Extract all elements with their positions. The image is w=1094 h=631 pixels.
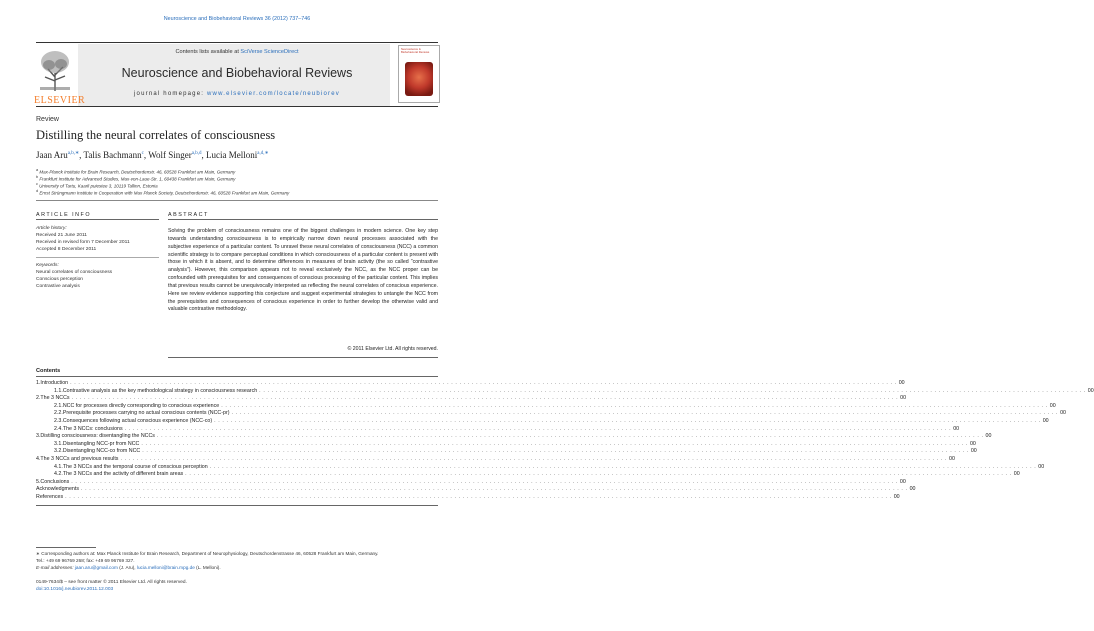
- toc-page-number: 00: [1049, 402, 1056, 409]
- keywords-label: Keywords:: [36, 263, 59, 268]
- sciencedirect-link[interactable]: SciVerse ScienceDirect: [240, 49, 299, 55]
- author-name: Wolf Singer: [148, 150, 192, 160]
- toc-title: Disentangling NCC-co from NCC: [62, 448, 141, 455]
- author-list: Jaan Aru$^{a,b,∗}$, Talis Bachmann$^c$, Wolf Singer$^{a,b,d}$, Lucia Melloni$^{a,d,∗}$: [36, 150, 269, 160]
- author-affiliation-marker[interactable]: c: [141, 151, 144, 156]
- affiliation-text: Ernst Strüngmann Institute in Cooperation with Max Planck Society, Deutschordenstr. 46, 60528 Frankfurt am Main, Germany: [39, 190, 290, 196]
- toc-number: 2.1.: [54, 402, 63, 409]
- email-link[interactable]: lucia.melloni@brain.mpg.de: [136, 565, 195, 570]
- toc-page-number: 00: [985, 433, 992, 440]
- article-info-heading: ARTICLE INFO: [36, 212, 92, 218]
- email-owner: (L. Melloni).: [194, 565, 221, 570]
- toc-page-number: 00: [899, 478, 906, 485]
- toc-leader-dots: . . . . . . . . . . . . . . . . . . . . . . . . . . . . . . . . . . . . . . . . . . . . . . . . . . . . . . . . . . . . . . . . . . . . . . . . . . . . . . . . . . . . . . . . . . . . . . . . . . . . . . . . . . . . . . . . . . . . . . . . . . . . . . . . . . . . . . . . . . . . . . . . . . . . . . . . . . . . . . . . . . . . . . . . . . . . . . . . . . . . . . . . . . . . . . . . . . . . . . . .: [156, 433, 984, 440]
- email-owner: (J. Aru),: [117, 565, 137, 570]
- toc-title: Prerequisite processes carrying no actual conscious contents (NCC-pr): [62, 410, 230, 417]
- running-head: Neuroscience and Biobehavioral Reviews 36 (2012) 737–746: [163, 16, 311, 22]
- article-info-rule: [36, 219, 159, 220]
- abstract-copyright: © 2011 Elsevier Ltd. All rights reserved.: [347, 346, 438, 352]
- toc-title: Disentangling NCC-pr from NCC: [62, 440, 140, 447]
- toc-number: 4.: [36, 456, 41, 462]
- toc-entry[interactable]: [36, 494, 900, 502]
- affiliation: [36, 168, 235, 175]
- journal-homepage: [0, 91, 474, 97]
- author-name: Talis Bachmann: [83, 150, 142, 160]
- issn-line: 0149-7634/$ – see front matter © 2011 Elsevier Ltd. All rights reserved.: [36, 580, 187, 585]
- toc-page-number: 00: [898, 380, 905, 386]
- header-divider: [36, 200, 438, 201]
- toc-leader-dots: . . . . . . . . . . . . . . . . . . . . . . . . . . . . . . . . . . . . . . . . . . . . . . . . . . . . . . . . . . . . . . . . . . . . . . . . . . . . . . . . . . . . . . . . . . . . . . . . . . . . . . . . . . . . . . . . . . . . . . . . . . . . . . . . . . . . . . . . . . . . . . . . . . . . . . . . . . . . . . . . . . . . . . . . . . . . . . . . . . . . . . . . . . . . . . . . . . . . . . . .: [231, 410, 1059, 417]
- affiliation-text: Frankfurt Institute for Advanced Studies, Max-von-Laue-Str. 1, 60438 Frankfurt am Main, Germany: [39, 176, 236, 182]
- homepage-link[interactable]: www.elsevier.com/locate/neubiorev: [207, 91, 340, 97]
- toc-leader-dots: . . . . . . . . . . . . . . . . . . . . . . . . . . . . . . . . . . . . . . . . . . . . . . . . . . . . . . . . . . . . . . . . . . . . . . . . . . . . . . . . . . . . . . . . . . . . . . . . . . . . . . . . . . . . . . . . . . . . . . . . . . . . . . . . . . . . . . . . . . . . . . . . . . . . . . . . . . . . . . . . . . . . . . . . . . . . . . . . . . . . . . . . . . . . . . . . . . . . . . . .: [70, 380, 897, 386]
- toc-title: Acknowledgments: [36, 486, 79, 493]
- toc-leader-dots: . . . . . . . . . . . . . . . . . . . . . . . . . . . . . . . . . . . . . . . . . . . . . . . . . . . . . . . . . . . . . . . . . . . . . . . . . . . . . . . . . . . . . . . . . . . . . . . . . . . . . . . . . . . . . . . . . . . . . . . . . . . . . . . . . . . . . . . . . . . . . . . . . . . . . . . . . . . . . . . . . . . . . . . . . . . . . . . . . . . . . . . . . . . . . . . . . . . . . . . .: [124, 425, 952, 432]
- journal-title: Neuroscience and Biobehavioral Reviews: [121, 66, 353, 80]
- author-affiliation-marker[interactable]: a,b,∗: [67, 151, 80, 156]
- toc-title: The 3 NCCs: conclusions: [62, 425, 123, 432]
- toc-number: 2.: [36, 395, 41, 402]
- affiliation: [36, 182, 158, 189]
- email-note: [36, 565, 221, 570]
- toc-title: References: [36, 494, 64, 500]
- homepage-prefix: journal homepage:: [134, 91, 207, 97]
- abstract-text: Solving the problem of consciousness remains one of the biggest challenges in modern science. One key step towards understanding consciousness is to empirically narrow down neural processes associated with the subjective experience of a particular content. To unravel these neural correlates of consciousness (NCC) a common scientific strategy is to compare perceptual conditions in which consciousness of a particular content is present with those in which it is absent, and to determine differences in measures of brain activity (the so called “contrastive analysis”). However, this comparison appears not to reveal exclusively the NCC, as the NCC proper can be confounded with prerequisites for and consequences of conscious processing of the particular content. This implies that previous results cannot be unequivocally interpreted as reflecting the neural correlates of conscious experience. Here we review evidence supporting this conjecture and suggest experimental strategies to untangle the NCC from the prerequisites and consequences of conscious experience in order to further develop the otherwise valid and valuable contrastive methodology.: [168, 228, 438, 313]
- keyword: Contrastive analysis: [36, 284, 80, 289]
- keyword: Conscious perception: [36, 277, 84, 282]
- abstract-heading: ABSTRACT: [168, 212, 209, 218]
- toc-page-number: 00: [1087, 387, 1094, 394]
- corresponding-author-note: ∗ Corresponding authors at: Max Planck Institute for Brain Research, Department of Neurophysiology, Deutschordenstrasse 46, 60528 Frankfurt am Main, Germany.: [36, 551, 379, 556]
- toc-number: 1.: [36, 380, 41, 386]
- history-item: Accepted 8 December 2011: [36, 247, 97, 252]
- banner-bottom-rule: [36, 106, 438, 107]
- affiliation-marker: c: [36, 182, 38, 186]
- author-name: Jaan Aru: [36, 150, 68, 160]
- toc-leader-dots: . . . . . . . . . . . . . . . . . . . . . . . . . . . . . . . . . . . . . . . . . . . . . . . . . . . . . . . . . . . . . . . . . . . . . . . . . . . . . . . . . . . . . . . . . . . . . . . . . . . . . . . . . . . . . . . . . . . . . . . . . . . . . . . . . . . . . . . . . . . . . . . . . . . . . . . . . . . . . . . . . . . . . . . . . . . . . . . . . . . . . . . . . . . . . . . . . . . . . . . .: [71, 478, 898, 485]
- toc-title: NCC for processes directly corresponding to conscious experience: [62, 402, 220, 409]
- email-link[interactable]: jaan.aru@gmail.com: [74, 565, 118, 570]
- toc-number: 2.3.: [54, 418, 63, 424]
- keyword: Neural correlates of consciousness: [36, 270, 113, 275]
- email-label: E-mail addresses:: [36, 565, 75, 570]
- info-divider: [36, 257, 159, 258]
- toc-leader-dots: . . . . . . . . . . . . . . . . . . . . . . . . . . . . . . . . . . . . . . . . . . . . . . . . . . . . . . . . . . . . . . . . . . . . . . . . . . . . . . . . . . . . . . . . . . . . . . . . . . . . . . . . . . . . . . . . . . . . . . . . . . . . . . . . . . . . . . . . . . . . . . . . . . . . . . . . . . . . . . . . . . . . . . . . . . . . . . . . . . . . . . . . . . . . . . . . . . . . . . . .: [214, 418, 1041, 424]
- toc-page-number: 00: [909, 486, 916, 493]
- toc-number: 3.2.: [54, 448, 63, 455]
- toc-page-number: 00: [1013, 471, 1020, 478]
- toc-leader-dots: . . . . . . . . . . . . . . . . . . . . . . . . . . . . . . . . . . . . . . . . . . . . . . . . . . . . . . . . . . . . . . . . . . . . . . . . . . . . . . . . . . . . . . . . . . . . . . . . . . . . . . . . . . . . . . . . . . . . . . . . . . . . . . . . . . . . . . . . . . . . . . . . . . . . . . . . . . . . . . . . . . . . . . . . . . . . . . . . . . . . . . . . . . . . . . . . . . . . . . . .: [71, 395, 899, 402]
- author-name: Lucia Melloni: [205, 150, 258, 160]
- toc-page-number: 00: [1042, 418, 1049, 424]
- toc-number: 5.: [36, 478, 41, 485]
- toc-leader-dots: . . . . . . . . . . . . . . . . . . . . . . . . . . . . . . . . . . . . . . . . . . . . . . . . . . . . . . . . . . . . . . . . . . . . . . . . . . . . . . . . . . . . . . . . . . . . . . . . . . . . . . . . . . . . . . . . . . . . . . . . . . . . . . . . . . . . . . . . . . . . . . . . . . . . . . . . . . . . . . . . . . . . . . . . . . . . . . . . . . . . . . . . . . . . . . . . . . . . . . . .: [259, 387, 1086, 394]
- doi-line: [36, 587, 113, 592]
- toc-page-number: 00: [1060, 410, 1066, 417]
- toc-leader-dots: . . . . . . . . . . . . . . . . . . . . . . . . . . . . . . . . . . . . . . . . . . . . . . . . . . . . . . . . . . . . . . . . . . . . . . . . . . . . . . . . . . . . . . . . . . . . . . . . . . . . . . . . . . . . . . . . . . . . . . . . . . . . . . . . . . . . . . . . . . . . . . . . . . . . . . . . . . . . . . . . . . . . . . . . . . . . . . . . . . . . . . . . . . . . . . . . . . . . . . . .: [209, 463, 1037, 470]
- toc-leader-dots: . . . . . . . . . . . . . . . . . . . . . . . . . . . . . . . . . . . . . . . . . . . . . . . . . . . . . . . . . . . . . . . . . . . . . . . . . . . . . . . . . . . . . . . . . . . . . . . . . . . . . . . . . . . . . . . . . . . . . . . . . . . . . . . . . . . . . . . . . . . . . . . . . . . . . . . . . . . . . . . . . . . . . . . . . . . . . . . . . . . . . . . . . . . . . . . . . . . . . . . .: [142, 448, 969, 455]
- abstract-rule: [168, 219, 438, 220]
- toc-page-number: 00: [900, 395, 907, 402]
- toc-title: Conclusions: [40, 478, 70, 485]
- toc-number: 2.4.: [54, 425, 63, 432]
- doi-link[interactable]: doi:10.1016/j.neubiorev.2011.12.003: [36, 587, 114, 592]
- contents-heading: Contents: [36, 368, 61, 374]
- article-type: Review: [36, 116, 59, 123]
- publisher-name: ELSEVIER: [34, 95, 86, 106]
- toc-title: The 3 NCCs: [40, 395, 70, 402]
- history-item: Received 21 June 2011: [36, 233, 88, 238]
- toc-title: Distilling consciousness: disentangling the NCCs: [40, 433, 155, 440]
- toc-number: 4.2.: [54, 471, 63, 478]
- toc-number: 3.: [36, 433, 41, 440]
- toc-page-number: 00: [970, 448, 977, 455]
- affiliation-marker: d: [36, 189, 39, 193]
- toc-page-number: 00: [953, 425, 960, 432]
- toc-page-number: 00: [893, 494, 900, 500]
- affiliation: [36, 189, 289, 196]
- contents-available-prefix: Contents lists available at: [175, 49, 241, 55]
- toc-leader-dots: . . . . . . . . . . . . . . . . . . . . . . . . . . . . . . . . . . . . . . . . . . . . . . . . . . . . . . . . . . . . . . . . . . . . . . . . . . . . . . . . . . . . . . . . . . . . . . . . . . . . . . . . . . . . . . . . . . . . . . . . . . . . . . . . . . . . . . . . . . . . . . . . . . . . . . . . . . . . . . . . . . . . . . . . . . . . . . . . . . . . . . . . . . . . . . . . . . . . . . . .: [141, 440, 968, 447]
- history-label: Article history:: [36, 226, 67, 231]
- toc-page-number: 00: [949, 456, 955, 462]
- toc-leader-dots: . . . . . . . . . . . . . . . . . . . . . . . . . . . . . . . . . . . . . . . . . . . . . . . . . . . . . . . . . . . . . . . . . . . . . . . . . . . . . . . . . . . . . . . . . . . . . . . . . . . . . . . . . . . . . . . . . . . . . . . . . . . . . . . . . . . . . . . . . . . . . . . . . . . . . . . . . . . . . . . . . . . . . . . . . . . . . . . . . . . . . . . . . . . . . . . . . . . . . . . .: [221, 402, 1048, 409]
- article-title: Distilling the neural correlates of consciousness: [36, 128, 276, 142]
- toc-number: 4.1.: [54, 463, 63, 470]
- toc-title: The 3 NCCs and the activity of different brain areas: [62, 471, 184, 478]
- cover-title: Neuroscience & Biobehavioral Reviews: [401, 47, 430, 55]
- toc-title: The 3 NCCs and previous results: [40, 456, 119, 462]
- toc-title: Consequences following actual conscious experience (NCC-co): [62, 418, 213, 424]
- abstract-bottom-rule: [168, 357, 438, 358]
- banner-top-rule: [36, 42, 438, 43]
- toc-title: The 3 NCCs and the temporal course of conscious perception: [62, 463, 208, 470]
- author-affiliation-marker[interactable]: a,d,∗: [257, 151, 269, 156]
- affiliation: [36, 175, 235, 182]
- toc-page-number: 00: [969, 440, 976, 447]
- affiliation-marker: a: [36, 168, 39, 172]
- author-affiliation-marker[interactable]: a,b,d: [191, 151, 202, 156]
- history-item: Received in revised form 7 December 2011: [36, 240, 130, 245]
- contact-numbers: Tel.: +49 69 96769 268; fax: +49 69 96769 327.: [36, 558, 135, 563]
- footnote-rule: [36, 547, 96, 548]
- toc-title: Contrastive analysis as the key methodological strategy in consciousness research: [62, 387, 258, 394]
- toc-leader-dots: . . . . . . . . . . . . . . . . . . . . . . . . . . . . . . . . . . . . . . . . . . . . . . . . . . . . . . . . . . . . . . . . . . . . . . . . . . . . . . . . . . . . . . . . . . . . . . . . . . . . . . . . . . . . . . . . . . . . . . . . . . . . . . . . . . . . . . . . . . . . . . . . . . . . . . . . . . . . . . . . . . . . . . . . . . . . . . . . . . . . . . . . . . . . . . . . . . . . . . . .: [65, 494, 892, 500]
- affiliation-text: Max-Planck Institute for Brain Research, Deutschordenstr. 46, 60528 Frankfurt am Main, Germany: [39, 169, 236, 175]
- toc-number: 2.2.: [54, 410, 63, 417]
- affiliation-marker: b: [36, 175, 39, 179]
- toc-number: 3.1.: [54, 440, 63, 447]
- toc-leader-dots: . . . . . . . . . . . . . . . . . . . . . . . . . . . . . . . . . . . . . . . . . . . . . . . . . . . . . . . . . . . . . . . . . . . . . . . . . . . . . . . . . . . . . . . . . . . . . . . . . . . . . . . . . . . . . . . . . . . . . . . . . . . . . . . . . . . . . . . . . . . . . . . . . . . . . . . . . . . . . . . . . . . . . . . . . . . . . . . . . . . . . . . . . . . . . . . . . . . . . . . .: [120, 456, 948, 462]
- toc-title: Introduction: [40, 380, 69, 386]
- toc-leader-dots: . . . . . . . . . . . . . . . . . . . . . . . . . . . . . . . . . . . . . . . . . . . . . . . . . . . . . . . . . . . . . . . . . . . . . . . . . . . . . . . . . . . . . . . . . . . . . . . . . . . . . . . . . . . . . . . . . . . . . . . . . . . . . . . . . . . . . . . . . . . . . . . . . . . . . . . . . . . . . . . . . . . . . . . . . . . . . . . . . . . . . . . . . . . . . . . . . . . . . . . .: [185, 471, 1012, 478]
- affiliation-text: University of Tartu, Kaarli puiestee 3, 10119 Tallinn, Estonia: [39, 183, 158, 189]
- contents-available: [0, 49, 474, 55]
- contents-bottom-rule: [36, 505, 438, 506]
- toc-leader-dots: . . . . . . . . . . . . . . . . . . . . . . . . . . . . . . . . . . . . . . . . . . . . . . . . . . . . . . . . . . . . . . . . . . . . . . . . . . . . . . . . . . . . . . . . . . . . . . . . . . . . . . . . . . . . . . . . . . . . . . . . . . . . . . . . . . . . . . . . . . . . . . . . . . . . . . . . . . . . . . . . . . . . . . . . . . . . . . . . . . . . . . . . . . . . . . . . . . . . . . . .: [81, 486, 908, 493]
- toc-number: 1.1.: [54, 387, 63, 394]
- contents-top-rule: [36, 376, 438, 377]
- toc-page-number: 00: [1038, 463, 1045, 470]
